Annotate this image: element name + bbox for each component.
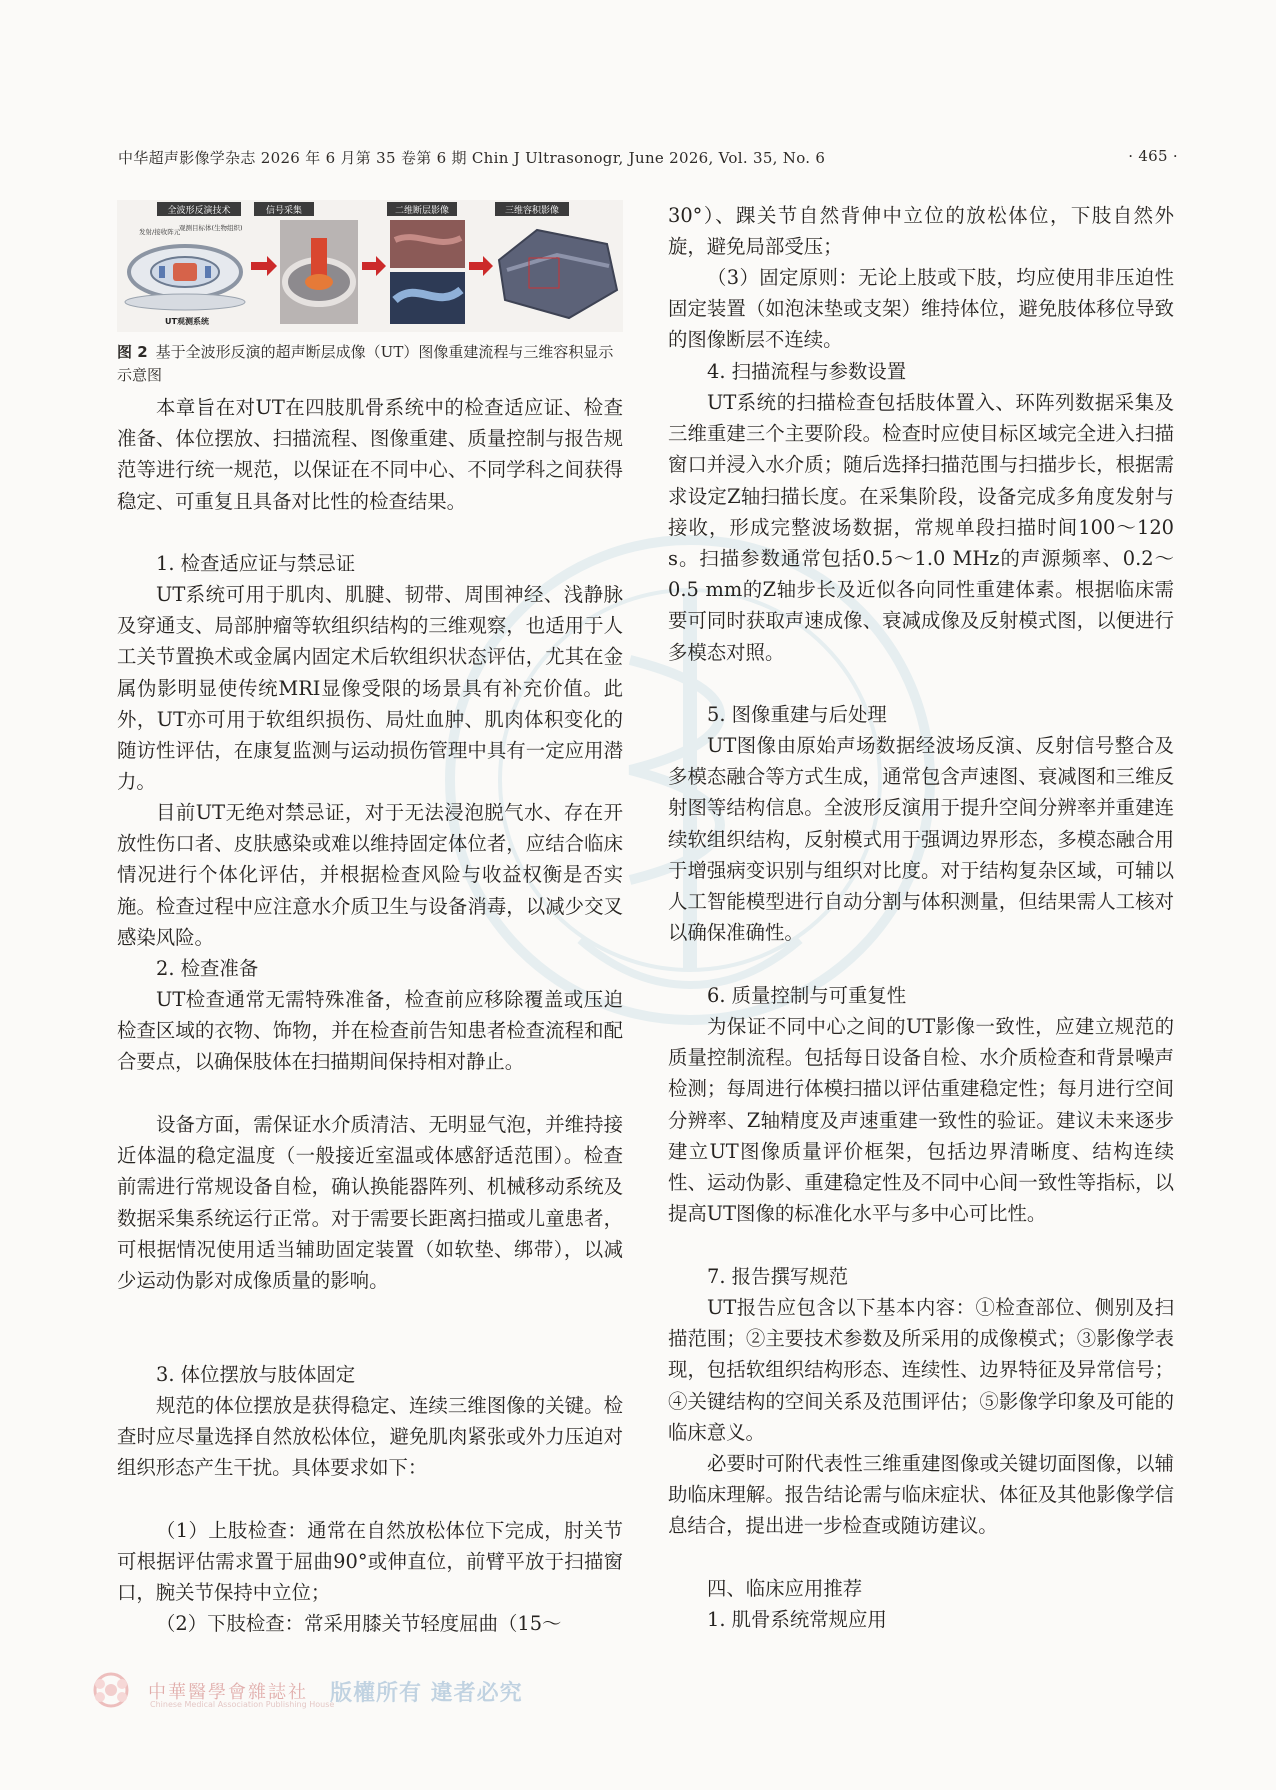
paragraph-scanning: UT系统的扫描检查包括肢体置入、环阵列数据采集及三维重建三个主要阶段。检查时应使目标区域完全进入扫描窗口并浸入水介质；随后选择扫描范围与扫描步长，根据需求设定Z轴扫描长度。在采集阶段，设备完成多角度发射与接收，形成完整波场数据，常规单段扫描时间100～120 s。扫描参数通常包括0.5～1.0 MHz的声源频率、0.2～0.5 mm的Z轴步长及近似各向同性重建体素。根据临床需要可同时获取声速成像、衰减成像及反射模式图，以便进行多模态对照。 [668,391,1174,664]
heading-reconstruction: 5. 图像重建与后处理 [707,703,887,726]
paragraph-lower-limb-start: （2）下肢检查：常采用膝关节轻度屈曲（15～ [156,1612,562,1635]
paragraph-upper-limb: （1）上肢检查：通常在自然放松体位下完成，肘关节可根据评估需求置于屈曲90°或伸直位，前臂平放于扫描窗口，腕关节保持中立位； [117,1519,623,1605]
figure-label-4: 三维容积影像 [504,206,560,216]
paragraph-intro: 本章旨在对UT在四肢肌骨系统中的检查适应证、检查准备、体位摆放、扫描流程、图像重建、质量控制与报告规范等进行统一规范，以保证在不同中心、不同学科之间获得稳定、可重复且具备对比性的检查结果。 [117,396,623,513]
slice-image-top [390,220,465,268]
heading-scanning: 4. 扫描流程与参数设置 [707,360,907,383]
heading-indications: 1. 检查适应证与禁忌证 [156,552,356,575]
paragraph-indications: UT系统可用于肌肉、肌腱、韧带、周围神经、浅静脉及穿通支、局部肿瘤等软组织结构的三维观察，也适用于人工关节置换术或金属内固定术后软组织状态评估，尤其在金属伪影明显使传统MRI显像受限的场景具有补充价值。此外，UT亦可用于软组织损伤、局灶血肿、肌肉体积变化的随访性评估，在康复监测与运动损伤管理中具有一定应用潜力。 [117,583,623,794]
paragraph-report: UT报告应包含以下基本内容：①检查部位、侧别及扫描范围；②主要技术参数及所采用的成像模式；③影像学表现，包括软组织结构形态、连续性、边界特征及异常信号；④关键结构的空间关系及范围评估；⑤影像学印象及可能的临床意义。 [668,1296,1174,1444]
paragraph-positioning: 规范的体位摆放是获得稳定、连续三维图像的关键。检查时应尽量选择自然放松体位，避免肌肉紧张或外力压迫对组织形态产生干扰。具体要求如下： [117,1394,623,1480]
figure-2-illustration [117,200,623,332]
paragraph-preparation: UT检查通常无需特殊准备，检查前应移除覆盖或压迫检查区域的衣物、饰物，并在检查前告知患者检查流程和配合要点，以确保肢体在扫描期间保持相对静止。 [117,988,623,1074]
heading-quality-control: 6. 质量控制与可重复性 [707,984,907,1007]
paragraph-report-conclusion: 必要时可附代表性三维重建图像或关键切面图像，以辅助临床理解。报告结论需与临床症状、体征及其他影像学信息结合，提出进一步检查或随访建议。 [668,1452,1174,1538]
publisher-logo-icon [86,1670,136,1710]
figure-label-1: 全波形反演技术 [167,206,231,216]
figure-label-3: 二维断层影像 [394,206,450,216]
paragraph-fixation: （3）固定原则：无论上肢或下肢，均应使用非压迫性固定装置（如泡沫垫或支架）维持体位，避免肢体移位导致的图像断层不连续。 [668,266,1174,352]
publisher-footer [86,1670,606,1710]
publisher-name: 中華醫學會雜誌社 [148,1682,308,1703]
figure-caption-label: 图 2 [117,343,148,361]
ut-system-panel [125,246,245,310]
heading-routine-application: 1. 肌骨系统常规应用 [707,1608,887,1631]
paragraph-reconstruction: UT图像由原始声场数据经波场反演、反射信号整合及多模态融合等方式生成，通常包含声速图、衰减图和三维反射图等结构信息。全波形反演用于提升空间分辨率并重建连续软组织结构，反射模式用于强调边界形态，多模态融合用于增强病变识别与组织对比度。对于结构复杂区域，可辅以人工智能模型进行自动分割与体积测量，但结果需人工核对以确保准确性。 [668,734,1174,945]
paragraph-contraindications: 目前UT无绝对禁忌证，对于无法浸泡脱气水、存在开放性伤口者、皮肤感染或难以维持固定体位者，应结合临床情况进行个体化评估，并根据检查风险与收益权衡是否实施。检查过程中应注意水介质卫生与设备消毒，以减少交叉感染风险。 [117,801,623,949]
figure-sub-label-3: UT观测系统 [165,317,209,326]
heading-clinical-application: 四、临床应用推荐 [707,1577,863,1600]
journal-citation: 中华超声影像学杂志 2026 年 6 月第 35 卷第 6 期 Chin J Ultrasonogr, June 2026, Vol. 35, No. 6 [118,149,826,167]
paragraph-quality-control: 为保证不同中心之间的UT影像一致性，应建立规范的质量控制流程。包括每日设备自检、水介质检查和背景噪声检测；每周进行体模扫描以评估重建稳定性；每月进行空间分辨率、Z轴精度及声速重建一致性的验证。建议未来逐步建立UT图像质量评价框架，包括边界清晰度、结构连续性、运动伪影、重建稳定性及不同中心间一致性等指标，以提高UT图像的标准化水平与多中心可比性。 [668,1015,1174,1226]
paragraph-equipment: 设备方面，需保证水介质清洁、无明显气泡，并维持接近体温的稳定温度（一般接近室温或体感舒适范围）。检查前需进行常规设备自检，确认换能器阵列、机械移动系统及数据采集系统运行正常。对于需要长距离扫描或儿童患者，可根据情况使用适当辅助固定装置（如软垫、绑带），以减少运动伪影对成像质量的影响。 [117,1113,623,1293]
figure-sub-label-2: 观测目标体(生物组织) [179,224,243,232]
heading-report: 7. 报告撰写规范 [707,1265,849,1288]
figure-label-2: 信号采集 [265,206,303,216]
figure-caption [117,341,625,387]
publisher-name-en: Chinese Medical Association Publishing House [150,1700,335,1709]
running-header [118,147,1178,173]
heading-preparation: 2. 检查准备 [156,957,259,980]
paragraph-lower-limb-cont: 30°）、踝关节自然背伸中立位的放松体位，下肢自然外旋，避免局部受压； [668,204,1174,259]
heading-positioning: 3. 体位摆放与肢体固定 [156,1363,356,1386]
copyright-notice: 版權所有 違者必究 [330,1681,523,1706]
figure-sub-label-1: 发射/接收阵元 [139,228,181,236]
page-number: · 465 · [1128,147,1178,165]
figure-caption-text: 基于全波形反演的超声断层成像（UT）图像重建流程与三维容积显示示意图 [117,343,614,384]
